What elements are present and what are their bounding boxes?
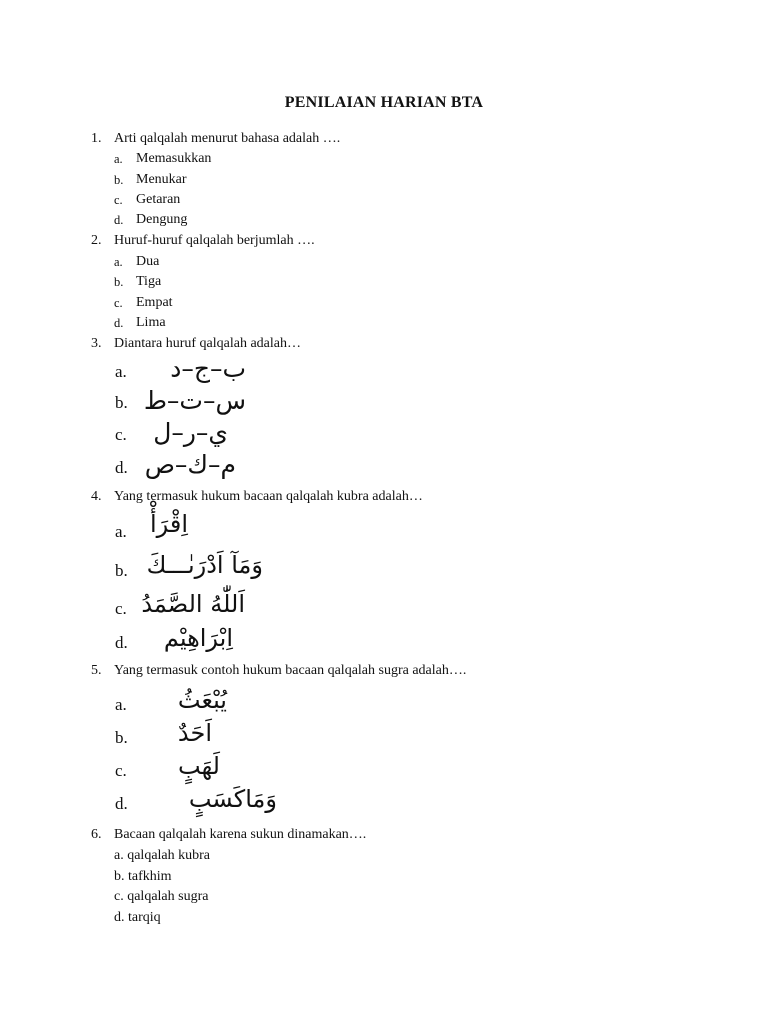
question-number: 1.: [91, 131, 102, 146]
option-label: c.: [115, 599, 127, 618]
arabic-option: وَمَاكَسَبٍ: [188, 785, 277, 813]
question-text: Yang termasuk contoh hukum bacaan qalqalah sugra adalah….: [114, 663, 467, 678]
question-text: Arti qalqalah menurut bahasa adalah ….: [114, 131, 341, 146]
option-label: b.: [115, 393, 128, 412]
option-text: Dua: [136, 254, 160, 269]
question-number: 5.: [91, 663, 102, 678]
option-label: b.: [115, 728, 128, 747]
question-number: 6.: [91, 827, 102, 842]
arabic-option: اَللّٰهُ الصَّمَدُ: [141, 590, 245, 618]
option-label: d.: [114, 213, 124, 227]
option-label: b.: [115, 561, 128, 580]
arabic-option: ي–ر–ل: [153, 418, 228, 447]
arabic-option: لَهَبٍ: [178, 752, 220, 780]
arabic-option: س–ت–ط: [143, 386, 246, 415]
page-title: PENILAIAN HARIAN BTA: [284, 94, 484, 111]
question-number: 4.: [91, 489, 102, 504]
option-label: a.: [115, 522, 127, 541]
question-number: 3.: [91, 336, 102, 351]
arabic-option: ب–ج–د: [170, 354, 246, 383]
option-label: d.: [115, 458, 128, 477]
arabic-option: اِقْرَأْ: [149, 510, 188, 538]
option-label: a.: [114, 152, 123, 166]
question-text: Huruf-huruf qalqalah berjumlah ….: [114, 233, 315, 248]
option-text: Getaran: [136, 192, 181, 207]
option-text: d. tarqiq: [114, 910, 161, 925]
arabic-option: اِبْرَاهِيْم: [163, 624, 233, 652]
option-label: d.: [114, 316, 124, 330]
question-text: Bacaan qalqalah karena sukun dinamakan….: [114, 827, 367, 842]
option-label: b.: [114, 173, 124, 187]
option-label: c.: [115, 425, 127, 444]
option-text: a. qalqalah kubra: [114, 848, 211, 863]
option-text: Empat: [136, 295, 173, 310]
option-text: Dengung: [136, 212, 188, 227]
option-text: Lima: [136, 315, 166, 330]
option-text: Tiga: [136, 274, 162, 289]
arabic-option: اَحَدٌ: [177, 719, 212, 747]
option-label: c.: [114, 296, 123, 310]
option-text: Memasukkan: [136, 151, 212, 166]
option-text: c. qalqalah sugra: [114, 889, 209, 904]
option-label: a.: [115, 695, 127, 714]
question-text: Yang termasuk hukum bacaan qalqalah kubra adalah…: [114, 489, 423, 504]
arabic-option: يُبْعَثُ: [177, 686, 227, 714]
option-label: c.: [114, 193, 123, 207]
option-label: c.: [115, 761, 127, 780]
option-label: a.: [114, 255, 123, 269]
arabic-option: م–ك–ص: [144, 450, 236, 479]
option-text: Menukar: [136, 172, 187, 187]
option-label: d.: [115, 633, 128, 652]
option-label: b.: [114, 275, 124, 289]
arabic-option: وَمَآ اَدْرَىٰـــكَ: [146, 551, 263, 579]
option-text: b. tafkhim: [114, 869, 172, 884]
option-label: d.: [115, 794, 128, 813]
question-number: 2.: [91, 233, 102, 248]
question-text: Diantara huruf qalqalah adalah…: [114, 336, 301, 351]
option-label: a.: [115, 362, 127, 381]
